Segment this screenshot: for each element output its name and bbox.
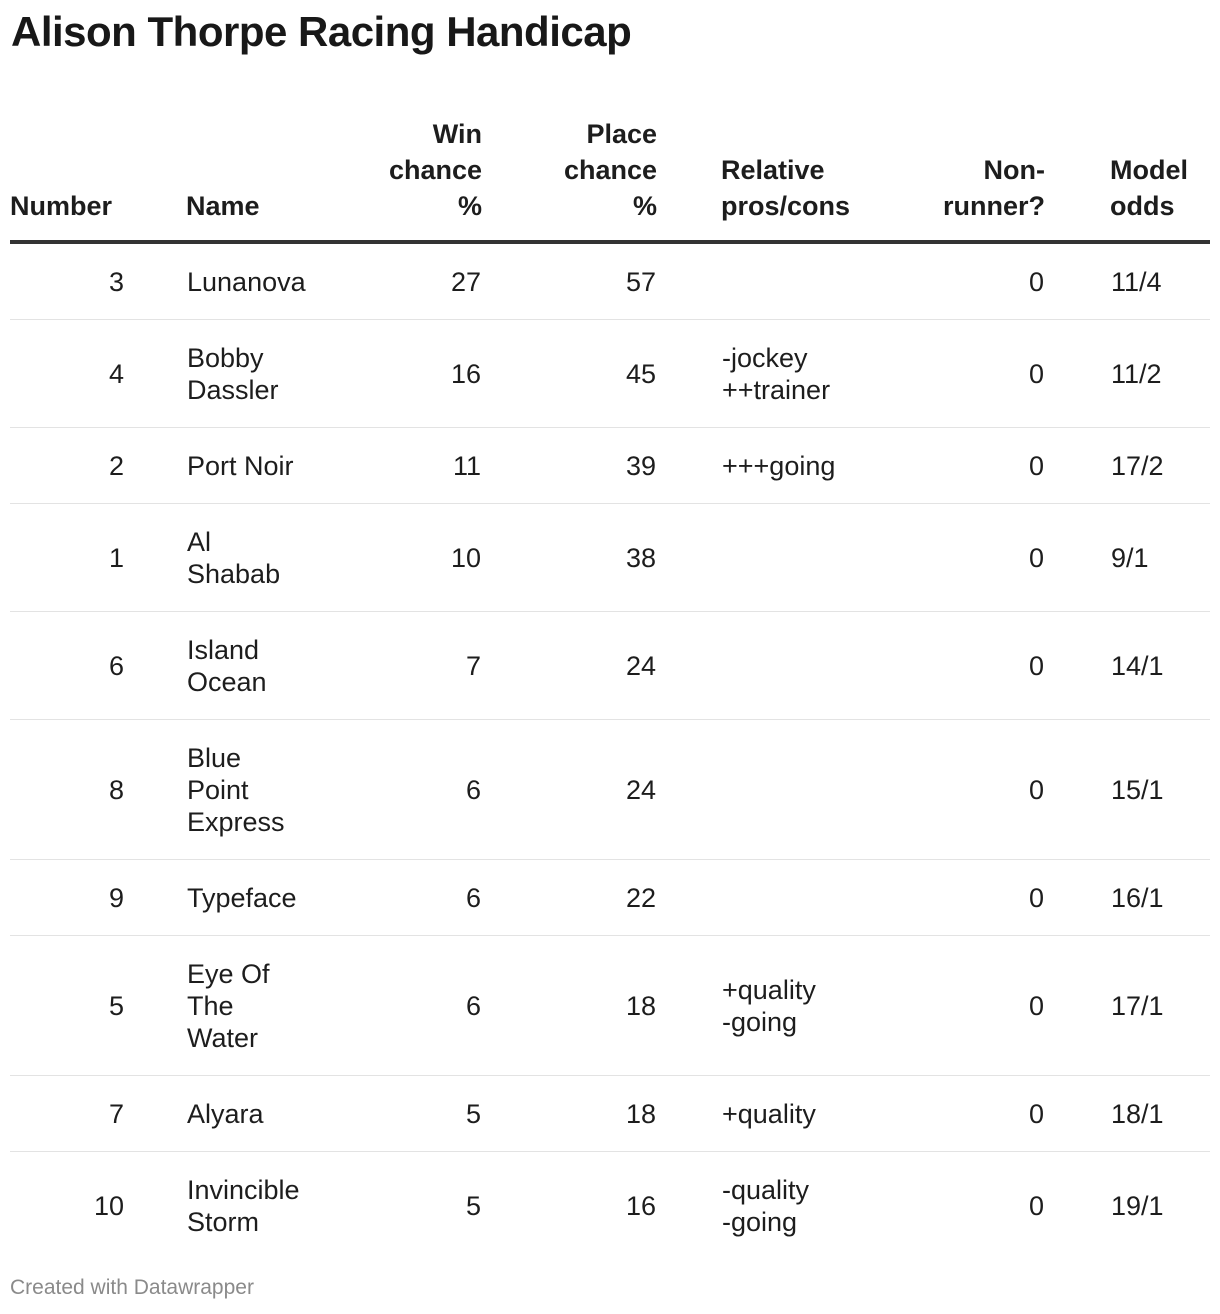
cell-number: 3 [10, 242, 124, 320]
cell-name-line: Bobby [187, 342, 264, 373]
cell-gap [1045, 1152, 1110, 1260]
cell-name-line: Shabab [187, 558, 281, 589]
cell-gap [657, 242, 721, 320]
cell-model-odds: 18/1 [1110, 1076, 1210, 1152]
cell-relative-pros-cons [721, 936, 901, 1076]
cell-number: 6 [10, 612, 124, 720]
cell-gap [657, 428, 721, 504]
header-number[interactable] [10, 112, 124, 242]
cell-gap [657, 936, 721, 1076]
credit-footer[interactable]: Created with Datawrapper [10, 1276, 254, 1299]
table-row[interactable] [10, 860, 1210, 936]
cell-gap [1045, 242, 1110, 320]
cell-name [186, 936, 316, 1076]
header-label-line: chance [388, 155, 482, 185]
cell-gap [657, 504, 721, 612]
cell-name-line: Lunanova [187, 266, 306, 297]
cell-gap [124, 320, 186, 428]
cell-name-line: Dassler [187, 374, 279, 405]
cell-gap [657, 720, 721, 860]
cell-gap [124, 720, 186, 860]
header-label-line: runner? [942, 191, 1045, 221]
header-label-line: Number [10, 191, 113, 221]
cell-relative-pros-cons [721, 242, 901, 320]
cell-gap [124, 1076, 186, 1152]
cell-gap [657, 860, 721, 936]
cell-name-line: Water [187, 1022, 259, 1053]
header-label-line: Relative [721, 155, 825, 185]
cell-relative-pros-cons [721, 320, 901, 428]
cell-place-chance: 45 [482, 320, 657, 428]
header-gap [657, 112, 721, 242]
table-body [10, 242, 1210, 1259]
cell-name [186, 1076, 316, 1152]
cell-gap [124, 242, 186, 320]
cell-name-line: Port Noir [187, 450, 294, 481]
table-row[interactable] [10, 320, 1210, 428]
header-label-line: % [457, 191, 482, 221]
cell-name-line: Storm [187, 1206, 260, 1237]
header-relative-pros-cons[interactable] [721, 112, 901, 242]
cell-name-line: The [187, 990, 234, 1021]
cell-gap [1045, 1076, 1110, 1152]
header-model-odds[interactable] [1110, 112, 1210, 242]
cell-number: 4 [10, 320, 124, 428]
cell-gap [657, 320, 721, 428]
cell-model-odds: 16/1 [1110, 860, 1210, 936]
cell-name [186, 242, 316, 320]
cell-relative-pros-cons-line: +quality [722, 1098, 816, 1129]
cell-win-chance: 11 [316, 428, 482, 504]
cell-name-line: Invincible [187, 1174, 300, 1205]
cell-gap [124, 1152, 186, 1260]
cell-non-runner: 0 [901, 860, 1045, 936]
header-label-line: Place [586, 119, 657, 149]
table-row[interactable] [10, 936, 1210, 1076]
cell-number: 9 [10, 860, 124, 936]
header-label-line: Win [432, 119, 482, 149]
cell-gap [124, 936, 186, 1076]
cell-gap [657, 612, 721, 720]
cell-gap [1045, 320, 1110, 428]
table-row[interactable] [10, 612, 1210, 720]
chart-title: Alison Thorpe Racing Handicap [11, 8, 632, 55]
cell-non-runner: 0 [901, 1076, 1045, 1152]
cell-non-runner: 0 [901, 428, 1045, 504]
cell-relative-pros-cons [721, 612, 901, 720]
cell-gap [124, 428, 186, 504]
cell-relative-pros-cons-line: ++trainer [722, 374, 831, 405]
cell-non-runner: 0 [901, 936, 1045, 1076]
cell-gap [1045, 428, 1110, 504]
header-label-line: Non- [983, 155, 1045, 185]
cell-non-runner: 0 [901, 242, 1045, 320]
cell-name [186, 612, 316, 720]
cell-name-line: Eye Of [187, 958, 270, 989]
header-win-chance[interactable] [316, 112, 482, 242]
cell-place-chance: 18 [482, 1076, 657, 1152]
cell-place-chance: 24 [482, 720, 657, 860]
cell-name-line: Blue [187, 742, 242, 773]
cell-model-odds: 17/2 [1110, 428, 1210, 504]
cell-win-chance: 5 [465, 1190, 481, 1221]
cell-gap [1045, 612, 1110, 720]
cell-non-runner: 0 [901, 720, 1045, 860]
cell-name-line: Island [187, 634, 260, 665]
cell-gap [1045, 860, 1110, 936]
header-label-line: chance [563, 155, 657, 185]
cell-model-odds: 17/1 [1110, 936, 1210, 1076]
cell-number: 5 [10, 936, 124, 1076]
cell-name [186, 428, 316, 504]
cell-name-line: Alyara [187, 1098, 264, 1129]
cell-win-chance: 7 [316, 612, 482, 720]
cell-name-line: Express [187, 806, 285, 837]
cell-place-chance: 38 [482, 504, 657, 612]
cell-win-chance: 10 [316, 504, 482, 612]
header-label-line: odds [1110, 191, 1175, 221]
cell-place-chance: 57 [482, 242, 657, 320]
header-name[interactable] [186, 112, 316, 242]
cell-name-line: Ocean [187, 666, 267, 697]
header-gap [124, 112, 186, 242]
cell-model-odds: 15/1 [1110, 720, 1210, 860]
cell-relative-pros-cons [721, 860, 901, 936]
cell-name [186, 860, 316, 936]
table-row[interactable] [10, 242, 1210, 320]
cell-place-chance: 16 [625, 1190, 656, 1221]
cell-place-chance: 22 [482, 860, 657, 936]
cell-name-line: Point [187, 774, 249, 805]
cell-relative-pros-cons-line: +quality [722, 974, 816, 1005]
table-row[interactable] [10, 428, 1210, 504]
cell-gap [1045, 936, 1110, 1076]
cell-place-chance: 24 [482, 612, 657, 720]
race-table-container [10, 112, 1210, 1259]
header-label-line: pros/cons [721, 191, 851, 221]
cell-win-chance: 16 [316, 320, 482, 428]
header-label-line: Name [186, 191, 260, 221]
cell-model-odds: 19/1 [1111, 1190, 1164, 1221]
cell-relative-pros-cons [721, 428, 901, 504]
cell-gap [657, 1152, 721, 1260]
cell-number: 1 [10, 504, 124, 612]
table-row[interactable] [10, 1152, 1210, 1260]
cell-relative-pros-cons [721, 1152, 901, 1260]
cell-name [186, 320, 316, 428]
cell-name [186, 720, 316, 860]
cell-gap [1045, 720, 1110, 860]
cell-relative-pros-cons-line: -going [722, 1006, 798, 1037]
table-row[interactable] [10, 1076, 1210, 1152]
cell-non-runner: 0 [901, 612, 1045, 720]
cell-gap [124, 860, 186, 936]
cell-gap [1045, 504, 1110, 612]
cell-relative-pros-cons [721, 1076, 901, 1152]
table-header-row [10, 112, 1210, 242]
header-gap [1045, 112, 1110, 242]
cell-relative-pros-cons-line: -quality [722, 1174, 810, 1205]
cell-number: 10 [93, 1190, 124, 1221]
cell-win-chance: 6 [316, 720, 482, 860]
cell-win-chance: 5 [316, 1076, 482, 1152]
cell-relative-pros-cons-line: -jockey [722, 342, 808, 373]
cell-win-chance: 6 [316, 860, 482, 936]
table-row[interactable] [10, 720, 1210, 860]
cell-model-odds: 11/4 [1110, 242, 1210, 320]
header-label-line: Model [1110, 155, 1188, 185]
cell-gap [657, 1076, 721, 1152]
cell-model-odds: 14/1 [1110, 612, 1210, 720]
cell-non-runner: 0 [901, 320, 1045, 428]
header-label-line: % [632, 191, 657, 221]
header-non-runner[interactable] [901, 112, 1045, 242]
cell-number: 8 [10, 720, 124, 860]
cell-gap [124, 504, 186, 612]
cell-name-line: Typeface [187, 882, 297, 913]
cell-model-odds: 11/2 [1110, 320, 1210, 428]
cell-number: 2 [10, 428, 124, 504]
cell-name [186, 1152, 316, 1260]
cell-win-chance: 6 [316, 936, 482, 1076]
cell-relative-pros-cons-line: +++going [722, 450, 836, 481]
cell-relative-pros-cons [721, 720, 901, 860]
cell-gap [124, 612, 186, 720]
cell-name-line: Al [187, 526, 212, 557]
cell-win-chance: 27 [316, 242, 482, 320]
cell-number: 7 [10, 1076, 124, 1152]
cell-name [186, 504, 316, 612]
cell-place-chance: 39 [482, 428, 657, 504]
cell-model-odds: 9/1 [1110, 504, 1210, 612]
cell-non-runner: 0 [901, 504, 1045, 612]
race-table [10, 112, 1210, 1259]
header-place-chance[interactable] [482, 112, 657, 242]
cell-non-runner: 0 [1028, 1190, 1044, 1221]
cell-relative-pros-cons-line: -going [722, 1206, 798, 1237]
cell-place-chance: 18 [482, 936, 657, 1076]
cell-relative-pros-cons [721, 504, 901, 612]
table-row[interactable] [10, 504, 1210, 612]
